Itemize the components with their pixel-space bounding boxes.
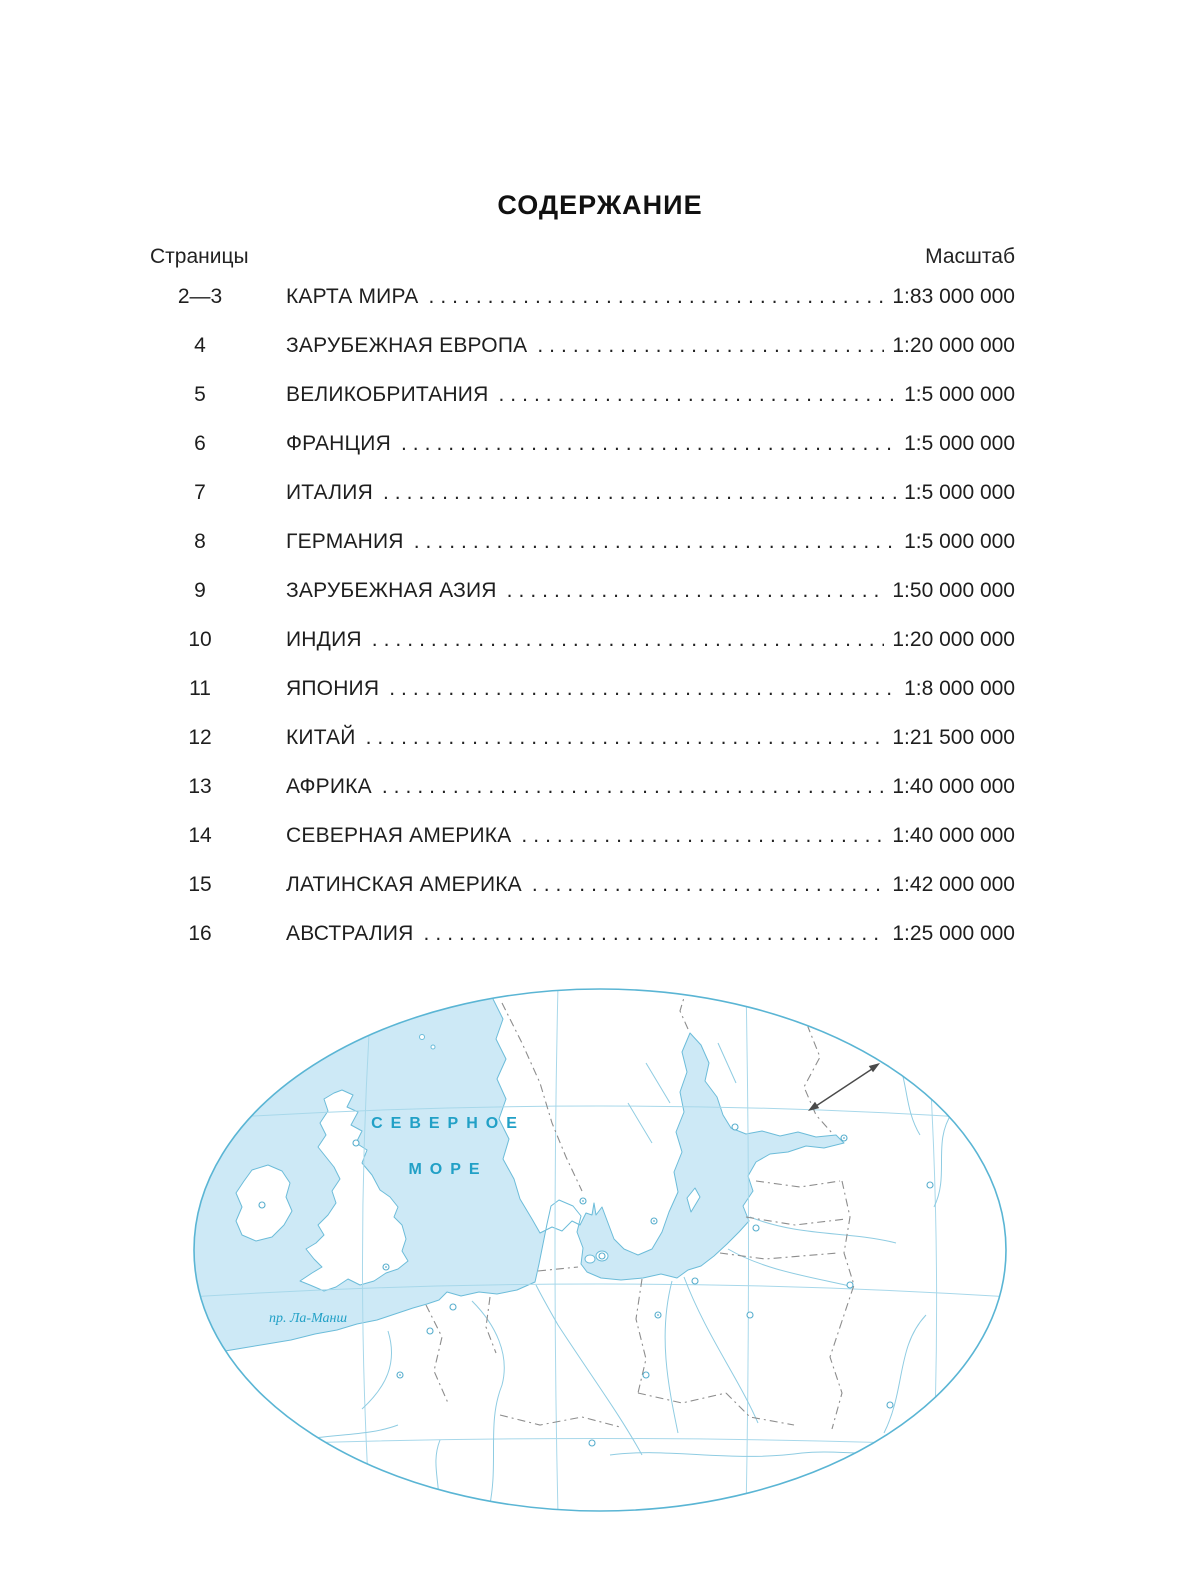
toc-pages: 11 [189,677,211,700]
toc-scale: 1:5 000 000 [904,481,1015,504]
column-headers [150,245,1015,269]
dot-leader [537,334,884,358]
dot-leader [401,432,896,456]
toc-pages: 16 [188,922,212,945]
toc-title: АФРИКА [286,775,372,798]
toc-pages: 13 [188,775,212,798]
toc-pages: 9 [194,579,206,602]
page-title: СОДЕРЖАНИЕ [497,190,703,220]
toc-pages: 14 [188,824,212,847]
toc-pages: 10 [188,628,212,651]
toc-title: ВЕЛИКОБРИТАНИЯ [286,383,489,406]
toc-scale: 1:20 000 000 [892,334,1015,357]
dot-leader [372,628,885,652]
toc-pages: 4 [194,334,206,357]
dot-leader [382,775,885,799]
toc-scale: 1:83 000 000 [892,285,1015,308]
toc-scale: 1:20 000 000 [892,628,1015,651]
toc-title: ГЕРМАНИЯ [286,530,404,553]
toc-list [150,285,1015,971]
toc-pages: 2—3 [177,285,223,308]
toc-scale: 1:40 000 000 [892,775,1015,798]
toc-pages: 7 [194,481,206,504]
dot-leader [428,285,884,309]
toc-row [150,824,1015,873]
map-svg [190,985,1010,1515]
toc-row [150,726,1015,775]
toc-title: КИТАЙ [286,726,356,749]
sea-label-line2: МОРЕ [408,1161,488,1178]
toc-pages: 5 [194,383,206,406]
dot-leader [532,873,884,897]
toc-title: ИНДИЯ [286,628,362,651]
toc-title: ИТАЛИЯ [286,481,373,504]
toc-row [150,285,1015,334]
toc-pages: 6 [194,432,206,455]
toc-scale: 1:5 000 000 [904,530,1015,553]
dot-leader [366,726,885,750]
toc-title: ЯПОНИЯ [286,677,380,700]
toc-scale: 1:25 000 000 [892,922,1015,945]
toc-title: ЛАТИНСКАЯ АМЕРИКА [286,873,522,896]
toc-row [150,432,1015,481]
toc-scale: 1:8 000 000 [904,677,1015,700]
toc-row [150,628,1015,677]
toc-title: СЕВЕРНАЯ АМЕРИКА [286,824,512,847]
dot-leader [521,824,884,848]
toc-title: ЗАРУБЕЖНАЯ ЕВРОПА [286,334,528,357]
strait-label: пр. Ла-Манш [268,1311,348,1326]
toc-pages: 8 [194,530,206,553]
sea-label-line1: СЕВЕРНОЕ [371,1115,525,1132]
toc-pages: 12 [188,726,212,749]
toc-row [150,579,1015,628]
dot-leader [414,530,896,554]
toc-scale: 1:40 000 000 [892,824,1015,847]
pages-column-label: Страницы [150,245,249,268]
toc-title: ФРАНЦИЯ [286,432,391,455]
toc-scale: 1:42 000 000 [892,873,1015,896]
toc-scale: 1:5 000 000 [904,383,1015,406]
toc-title: ЗАРУБЕЖНАЯ АЗИЯ [286,579,497,602]
dot-leader [507,579,885,603]
toc-scale: 1:21 500 000 [892,726,1015,749]
dot-leader [498,383,896,407]
europe-contour-map [190,985,1010,1520]
dot-leader [424,922,885,946]
toc-row [150,922,1015,971]
dot-leader [383,481,896,505]
toc-row [150,775,1015,824]
toc-row [150,873,1015,922]
toc-row [150,530,1015,579]
toc-scale: 1:5 000 000 [904,432,1015,455]
toc-scale: 1:50 000 000 [892,579,1015,602]
toc-row [150,383,1015,432]
dot-leader [389,677,896,701]
scale-column-label: Масштаб [925,245,1015,268]
toc-title: КАРТА МИРА [286,285,419,308]
toc-title: АВСТРАЛИЯ [286,922,414,945]
toc-row [150,334,1015,383]
toc-pages: 15 [188,873,212,896]
toc-row [150,481,1015,530]
toc-row [150,677,1015,726]
